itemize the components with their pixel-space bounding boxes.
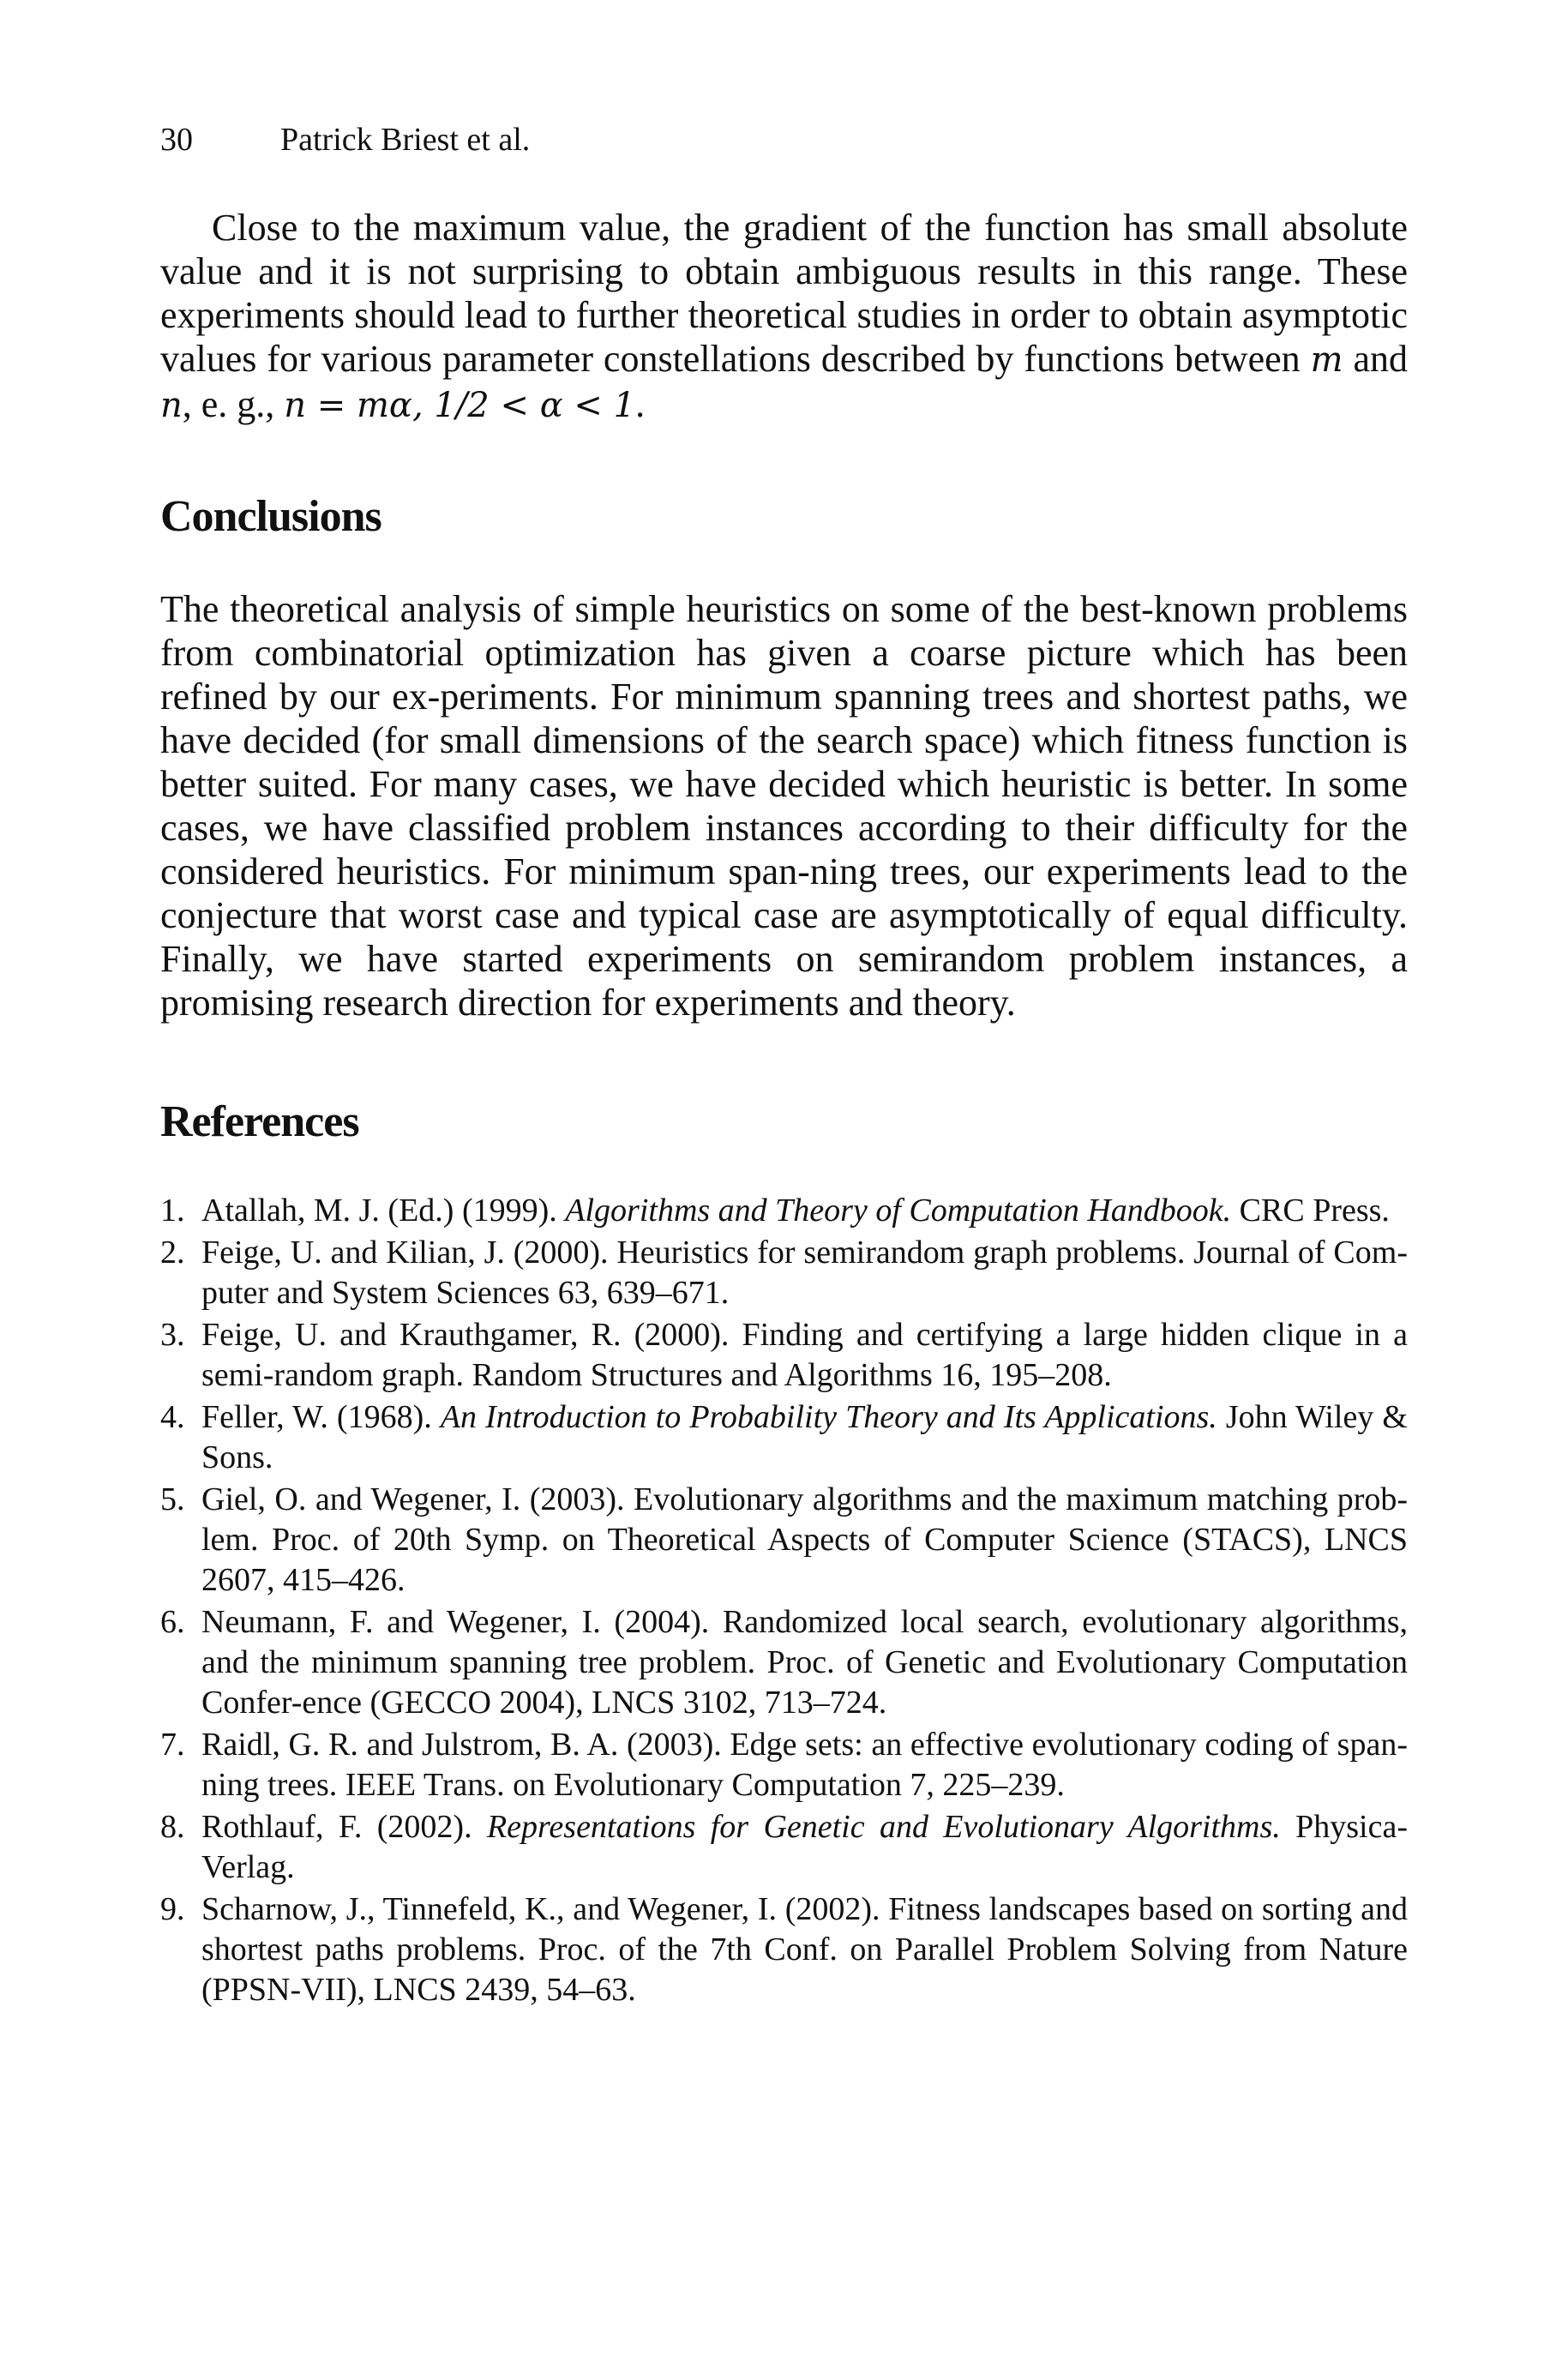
reference-text: Atallah, M. J. (Ed.) (1999). [201,1193,566,1229]
page-number: 30 [160,122,193,158]
references-heading: References [160,1097,359,1146]
intro-and: and [1343,338,1408,380]
reference-item [160,1602,1408,1723]
math-m: m [1310,340,1343,380]
reference-publisher: Physica-Verlag. [201,1809,1408,1885]
reference-title: Representations for Genetic and Evolutionary Algorithms. [486,1809,1281,1845]
reference-number: 9. [160,1891,185,1927]
running-head [160,120,1408,159]
reference-text: Feller, W. (1968). [201,1399,441,1435]
reference-list [160,1191,1408,2010]
reference-number: 1. [160,1193,185,1229]
math-n: n [160,386,183,425]
reference-number: 2. [160,1235,185,1271]
reference-number: 4. [160,1399,185,1435]
reference-text: Neumann, F. and Wegener, I. (2004). Randomized local search, evolutionary algorithms, and the minimum spanning tree problem. Proc. of Genetic and Evolutionary Computation Confer-ence (GECCO 2004), LNCS 3102, 713–724. [201,1604,1408,1721]
intro-text: Close to the maximum value, the gradient of the function has small absolute value and it is not surprising to obtain ambiguous results in this range. These experiments should lead to further theoretical studies in order to obtain asymptotic values for various parameter constellations described by functions between [160,207,1408,380]
running-head-authors: Patrick Briest et al. [280,122,531,158]
reference-number: 6. [160,1604,185,1640]
intro-paragraph [160,206,1408,428]
reference-text: Feige, U. and Kilian, J. (2000). Heuristics for semirandom graph problems. Journal of Com-puter and System Sciences 63, 639–671. [201,1235,1408,1311]
reference-number: 3. [160,1317,185,1353]
intro-eg: , e. g., [182,383,285,425]
reference-title: An Introduction to Probability Theory and Its Applications. [440,1399,1217,1435]
reference-item [160,1233,1408,1313]
conclusions-paragraph: The theoretical analysis of simple heuristics on some of the best-known problems from combinatorial optimization has given a coarse picture which has been refined by our ex-periments. For minimum spanning trees and shortest paths, we have decided (for small dimensions of the search space) which fitness function is better suited. For many cases, we have decided which heuristic is better. In some cases, we have classified problem instances according to their difficulty for the considered heuristics. For minimum span-ning trees, our experiments lead to the conjecture that worst case and typical case are asymptotically of equal difficulty. Finally, we have started experiments on semirandom problem instances, a promising research direction for experiments and theory. [160,588,1408,1024]
reference-text: Giel, O. and Wegener, I. (2003). Evolutionary algorithms and the maximum matching prob-lem. Proc. of 20th Symp. on Theoretical Aspects of Computer Science (STACS), LNCS 2607, 415–426. [201,1481,1408,1598]
page [160,120,1408,2012]
reference-text: Raidl, G. R. and Julstrom, B. A. (2003). Edge sets: an effective evolutionary coding of span-ning trees. IEEE Trans. on Evolutionary Computation 7, 225–239. [201,1727,1408,1803]
reference-publisher: John Wiley & Sons. [201,1399,1408,1475]
conclusions-heading: Conclusions [160,492,381,541]
reference-item [160,1725,1408,1805]
reference-title: Algorithms and Theory of Computation Handbook. [565,1193,1232,1229]
reference-text: Feige, U. and Krauthgamer, R. (2000). Finding and certifying a large hidden clique in a semi-random graph. Random Structures and Algorithms 16, 195–208. [201,1317,1408,1393]
reference-publisher: CRC Press. [1231,1193,1390,1229]
math-formula: n = mα, 1/2 < α < 1 [284,386,636,425]
reference-item [160,1889,1408,2010]
reference-item [160,1315,1408,1396]
reference-number: 8. [160,1809,185,1845]
reference-item [160,1191,1408,1231]
reference-text: Scharnow, J., Tinnefeld, K., and Wegener, I. (2002). Fitness landscapes based on sorting and shortest paths problems. Proc. of the 7th Conf. on Parallel Problem Solving from Nature (PPSN-VII), LNCS 2439, 54–63. [201,1891,1408,2008]
reference-item [160,1807,1408,1888]
reference-item [160,1480,1408,1601]
reference-number: 5. [160,1481,185,1517]
reference-number: 7. [160,1727,185,1763]
reference-item [160,1397,1408,1478]
intro-end: . [635,383,646,425]
reference-text: Rothlauf, F. (2002). [201,1809,487,1845]
